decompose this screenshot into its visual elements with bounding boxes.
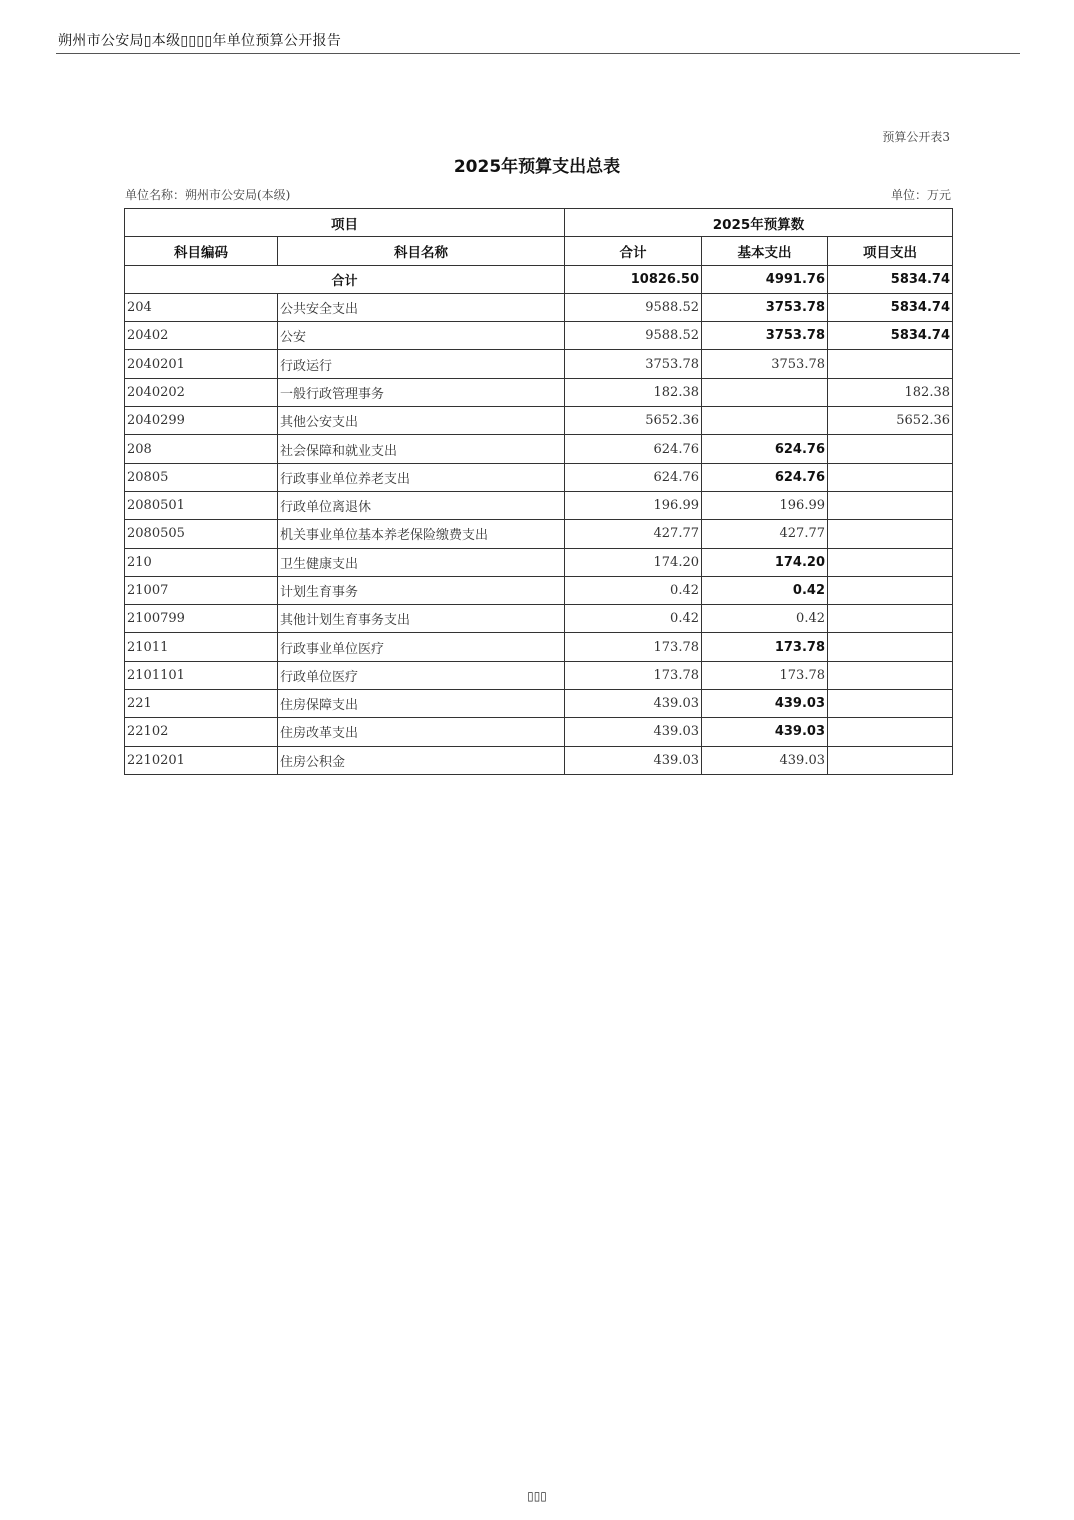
- cell-code: 2040202: [125, 378, 278, 406]
- cell-code: 2210201: [125, 746, 278, 774]
- header-group-row: [125, 209, 953, 237]
- cell-project: [828, 661, 953, 689]
- cell-name: 行政单位医疗: [278, 661, 565, 689]
- table-row: [125, 378, 953, 406]
- table-row: [125, 718, 953, 746]
- cell-name: 公共安全支出: [278, 293, 565, 321]
- table-row: [125, 491, 953, 519]
- cell-total: 439.03: [565, 746, 702, 774]
- cell-code: 20805: [125, 463, 278, 491]
- cell-basic: 0.42: [702, 576, 828, 604]
- cell-basic: 624.76: [702, 435, 828, 463]
- table-row: [125, 548, 953, 576]
- table-row: [125, 463, 953, 491]
- table-row: [125, 407, 953, 435]
- cell-name: 住房改革支出: [278, 718, 565, 746]
- cell-total: 439.03: [565, 690, 702, 718]
- cell-code: 210: [125, 548, 278, 576]
- cell-total: 3753.78: [565, 350, 702, 378]
- header-group-budget: 2025年预算数: [565, 209, 953, 237]
- cell-basic: [702, 407, 828, 435]
- column-header-name: 科目名称: [278, 237, 565, 265]
- cell-basic: 196.99: [702, 491, 828, 519]
- cell-name: 社会保障和就业支出: [278, 435, 565, 463]
- total-row: [125, 265, 953, 293]
- cell-total: 173.78: [565, 661, 702, 689]
- unit-info-row: [125, 186, 951, 203]
- cell-project: [828, 690, 953, 718]
- cell-name: 计划生育事务: [278, 576, 565, 604]
- cell-project: 5834.74: [828, 293, 953, 321]
- cell-basic: 3753.78: [702, 293, 828, 321]
- cell-code: 21011: [125, 633, 278, 661]
- cell-total: 9588.52: [565, 293, 702, 321]
- cell-name: 住房公积金: [278, 746, 565, 774]
- cell-name: 行政事业单位养老支出: [278, 463, 565, 491]
- column-header-code: 科目编码: [125, 237, 278, 265]
- cell-code: 221: [125, 690, 278, 718]
- cell-name: 其他公安支出: [278, 407, 565, 435]
- cell-project: [828, 463, 953, 491]
- unit-of-measure: 单位：万元: [890, 188, 951, 202]
- cell-project: 5652.36: [828, 407, 953, 435]
- header-column-row: [125, 237, 953, 265]
- cell-name: 卫生健康支出: [278, 548, 565, 576]
- cell-basic: 3753.78: [702, 350, 828, 378]
- cell-total: 173.78: [565, 633, 702, 661]
- table-row: [125, 605, 953, 633]
- table-row: [125, 690, 953, 718]
- table-row: [125, 293, 953, 321]
- page-number: ▯▯▯: [527, 1489, 547, 1503]
- table-row: [125, 746, 953, 774]
- cell-name: 一般行政管理事务: [278, 378, 565, 406]
- cell-basic: 0.42: [702, 605, 828, 633]
- table-body: [125, 265, 953, 774]
- total-cell-total: 10826.50: [565, 265, 702, 293]
- cell-total: 0.42: [565, 576, 702, 604]
- cell-basic: 439.03: [702, 690, 828, 718]
- cell-basic: 173.78: [702, 633, 828, 661]
- cell-total: 624.76: [565, 435, 702, 463]
- cell-name: 公安: [278, 322, 565, 350]
- cell-project: 5834.74: [828, 322, 953, 350]
- cell-basic: 624.76: [702, 463, 828, 491]
- cell-code: 204: [125, 293, 278, 321]
- cell-code: 2100799: [125, 605, 278, 633]
- cell-basic: 174.20: [702, 548, 828, 576]
- cell-basic: 3753.78: [702, 322, 828, 350]
- column-header-total: 合计: [565, 237, 702, 265]
- cell-total: 9588.52: [565, 322, 702, 350]
- cell-project: 182.38: [828, 378, 953, 406]
- cell-name: 行政事业单位医疗: [278, 633, 565, 661]
- cell-code: 21007: [125, 576, 278, 604]
- cell-basic: 173.78: [702, 661, 828, 689]
- cell-project: [828, 576, 953, 604]
- cell-project: [828, 350, 953, 378]
- table-row: [125, 633, 953, 661]
- cell-code: 208: [125, 435, 278, 463]
- cell-project: [828, 746, 953, 774]
- cell-total: 439.03: [565, 718, 702, 746]
- cell-project: [828, 605, 953, 633]
- cell-name: 其他计划生育事务支出: [278, 605, 565, 633]
- cell-basic: 439.03: [702, 746, 828, 774]
- cell-project: [828, 435, 953, 463]
- page-title: 2025年预算支出总表: [453, 157, 621, 177]
- table-row: [125, 350, 953, 378]
- cell-name: 机关事业单位基本养老保险缴费支出: [278, 520, 565, 548]
- table-number: 预算公开表3: [882, 130, 950, 144]
- unit-name: 单位名称：朔州市公安局(本级): [125, 188, 291, 202]
- header-divider: [56, 53, 1020, 54]
- budget-expenditure-table: [124, 208, 953, 775]
- cell-code: 2040299: [125, 407, 278, 435]
- cell-total: 174.20: [565, 548, 702, 576]
- cell-total: 5652.36: [565, 407, 702, 435]
- cell-total: 427.77: [565, 520, 702, 548]
- table-row: [125, 576, 953, 604]
- cell-code: 22102: [125, 718, 278, 746]
- table-row: [125, 520, 953, 548]
- total-label: 合计: [125, 265, 565, 293]
- cell-code: 2040201: [125, 350, 278, 378]
- column-header-basic: 基本支出: [702, 237, 828, 265]
- cell-project: [828, 491, 953, 519]
- header-group-items: 项目: [125, 209, 565, 237]
- cell-project: [828, 633, 953, 661]
- cell-project: [828, 548, 953, 576]
- total-cell-project: 5834.74: [828, 265, 953, 293]
- cell-code: 20402: [125, 322, 278, 350]
- cell-basic: [702, 378, 828, 406]
- cell-name: 住房保障支出: [278, 690, 565, 718]
- cell-total: 624.76: [565, 463, 702, 491]
- cell-total: 182.38: [565, 378, 702, 406]
- running-header-title: 朔州市公安局▯本级▯▯▯▯年单位预算公开报告: [58, 33, 342, 49]
- cell-code: 2080501: [125, 491, 278, 519]
- cell-project: [828, 520, 953, 548]
- column-header-project: 项目支出: [828, 237, 953, 265]
- cell-basic: 439.03: [702, 718, 828, 746]
- cell-code: 2101101: [125, 661, 278, 689]
- cell-name: 行政单位离退休: [278, 491, 565, 519]
- total-cell-basic: 4991.76: [702, 265, 828, 293]
- cell-basic: 427.77: [702, 520, 828, 548]
- cell-total: 0.42: [565, 605, 702, 633]
- cell-code: 2080505: [125, 520, 278, 548]
- table-row: [125, 322, 953, 350]
- table-row: [125, 435, 953, 463]
- cell-project: [828, 718, 953, 746]
- cell-total: 196.99: [565, 491, 702, 519]
- table-row: [125, 661, 953, 689]
- cell-name: 行政运行: [278, 350, 565, 378]
